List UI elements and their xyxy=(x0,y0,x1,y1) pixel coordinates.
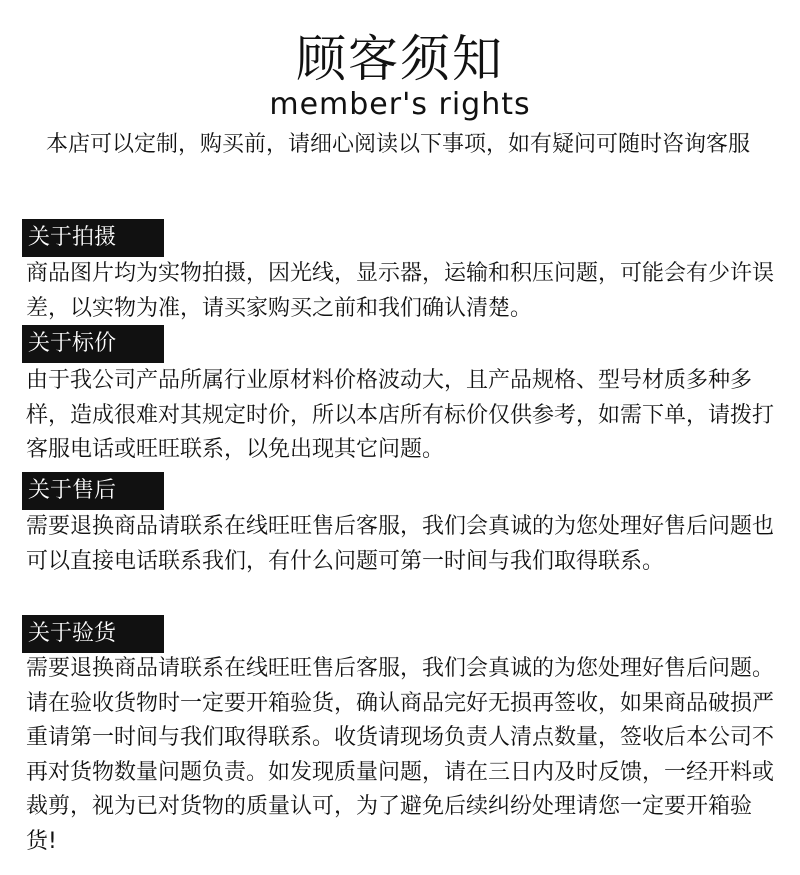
page-subtitle: member's rights xyxy=(269,87,531,122)
section-text-photography: 商品图片均为实物拍摄，因光线，显示器，运输和积压问题，可能会有少许误差，以实物为准，请买家购买之前和我们确认清楚。 xyxy=(26,261,775,321)
section-text-after-sales: 需要退换商品请联系在线旺旺售后客服，我们会真诚的为您处理好售后问题也可以直接电话联系我们，有什么问题可第一时间与我们取得联系。 xyxy=(26,514,775,574)
section-label-photography: 关于拍摄 xyxy=(22,219,164,257)
section-text-inspection: 需要退换商品请联系在线旺旺售后客服，我们会真诚的为您处理好售后问题。请在验收货物时一定要开箱验货，确认商品完好无损再签收，如果商品破损严重请第一时间与我们取得联系。收货请现场负责人清点数量，签收后本公司不再对货物数量问题负责。如发现质量问题，请在三日内及时反馈，一经开料或裁剪，视为已对货物的质量认可，为了避免后续纠纷处理请您一定要开箱验货! xyxy=(26,656,775,854)
section-label-inspection: 关于验货 xyxy=(22,615,164,653)
section-label-pricing: 关于标价 xyxy=(22,325,164,363)
page-title: 顾客须知 xyxy=(296,30,504,88)
section-text-pricing: 由于我公司产品所属行业原材料价格波动大，且产品规格、型号材质多种多样，造成很难对其规定时价，所以本店所有标价仅供参考，如需下单，请拨打客服电话或旺旺联系，以免出现其它问题。 xyxy=(26,368,775,462)
intro-text: 本店可以定制，购买前，请细心阅读以下事项，如有疑问可随时咨询客服 xyxy=(46,132,751,157)
section-label-after-sales: 关于售后 xyxy=(22,472,164,510)
